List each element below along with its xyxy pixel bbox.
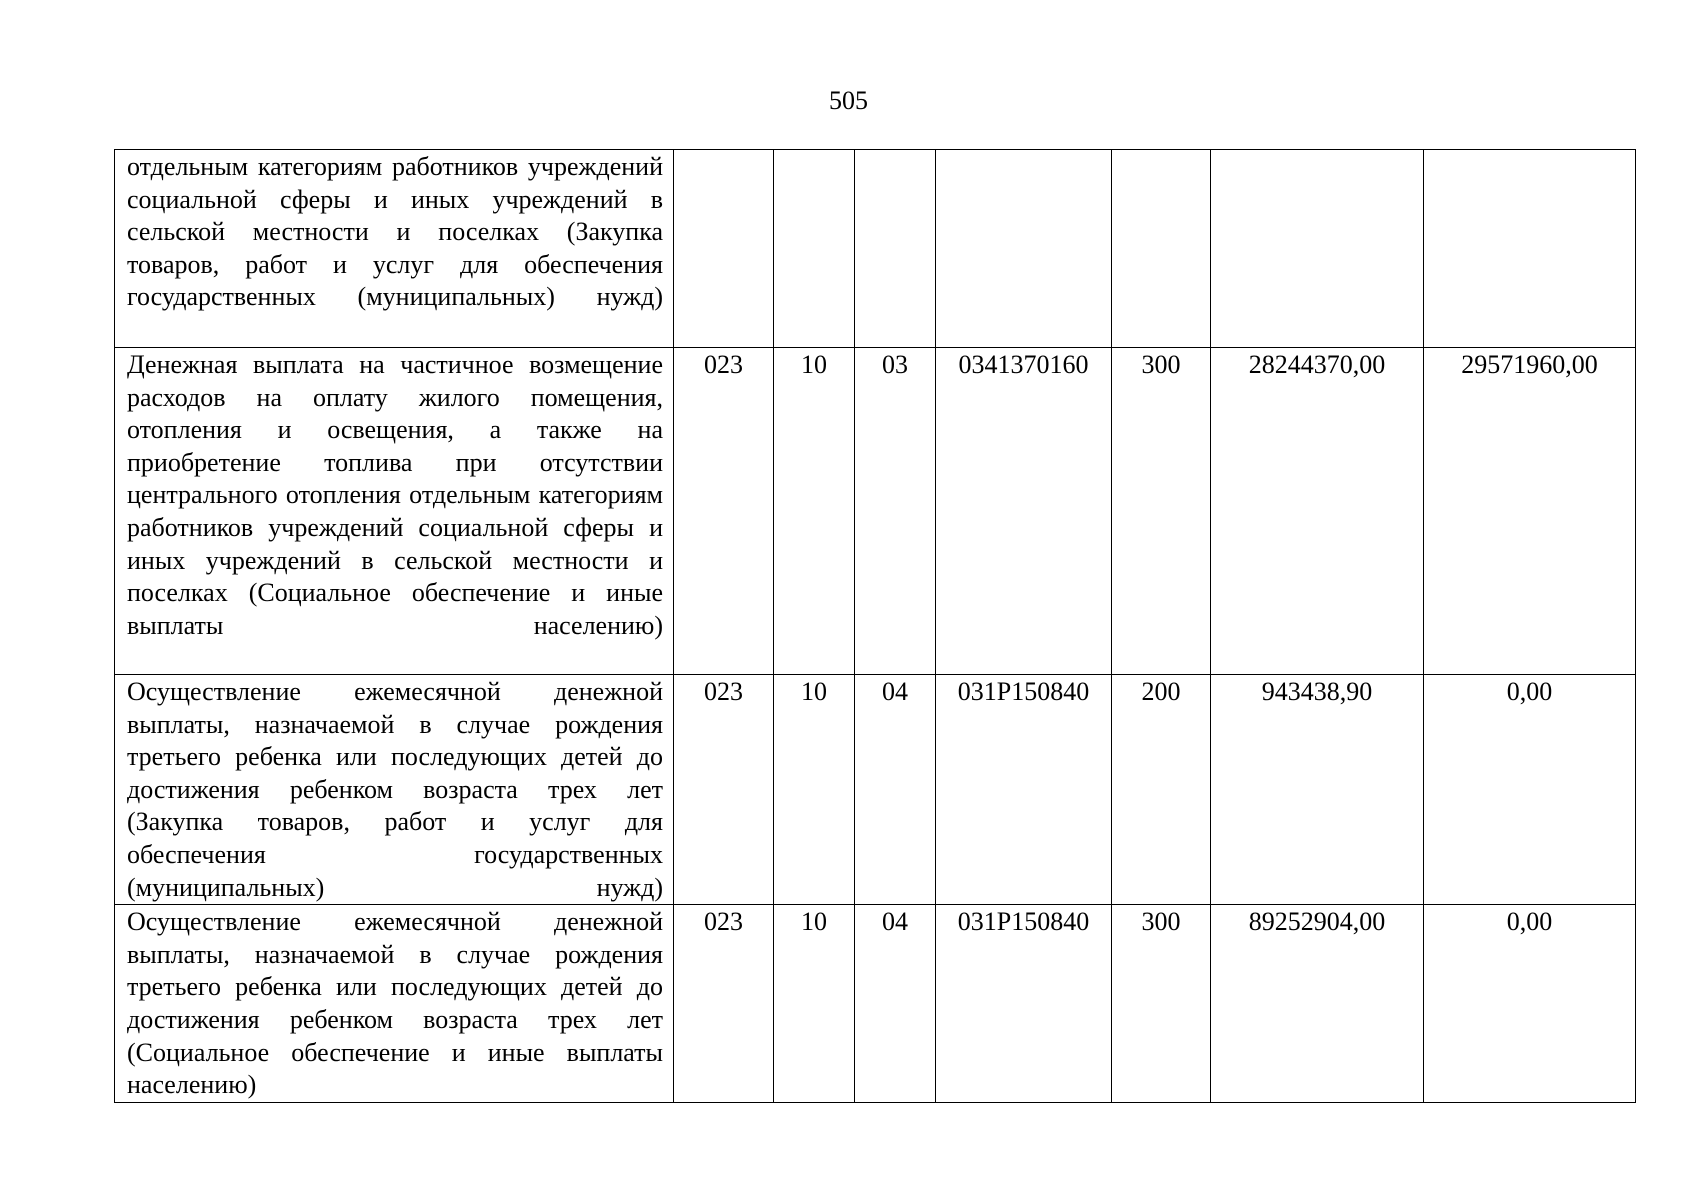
amount-first <box>1211 150 1424 348</box>
target-article-code: 031P150840 <box>936 675 1112 905</box>
row-description: отдельным категориям работников учреждений социальной сферы и иных учреждений в сельской местности и поселках (Закупка товаров, работ и услуг для обеспечения государственных (муниципальных) нужд) <box>115 150 674 348</box>
amount-second: 0,00 <box>1424 905 1636 1103</box>
row-description: Денежная выплата на частичное возмещение расходов на оплату жилого помещения, отопления и освещения, а также на приобретение топлива при отсутствии центрального отопления отдельным категориям работников учреждений социальной сферы и иных учреждений в сельской местности и поселках (Социальное обеспечение и иные выплаты населению) <box>115 348 674 675</box>
expense-type-code: 300 <box>1112 348 1211 675</box>
subsection-code: 04 <box>855 675 936 905</box>
ministry-code: 023 <box>674 675 774 905</box>
target-article-code <box>936 150 1112 348</box>
table-row <box>115 150 1636 348</box>
subsection-code: 04 <box>855 905 936 1103</box>
subsection-code <box>855 150 936 348</box>
expense-type-code: 200 <box>1112 675 1211 905</box>
ministry-code: 023 <box>674 905 774 1103</box>
amount-second <box>1424 150 1636 348</box>
ministry-code <box>674 150 774 348</box>
section-code <box>774 150 855 348</box>
table-row <box>115 675 1636 905</box>
expense-type-code <box>1112 150 1211 348</box>
row-description: Осуществление ежемесячной денежной выплаты, назначаемой в случае рождения третьего ребенка или последующих детей до достижения ребенком возраста трех лет (Закупка товаров, работ и услуг для обеспечения государственных (муниципальных) нужд) <box>115 675 674 905</box>
row-description: Осуществление ежемесячной денежной выплаты, назначаемой в случае рождения третьего ребенка или последующих детей до достижения ребенком возраста трех лет (Социальное обеспечение и иные выплаты населению) <box>115 905 674 1103</box>
table-row <box>115 348 1636 675</box>
section-code: 10 <box>774 348 855 675</box>
expense-type-code: 300 <box>1112 905 1211 1103</box>
amount-second: 0,00 <box>1424 675 1636 905</box>
page-number: 505 <box>829 86 868 115</box>
section-code: 10 <box>774 905 855 1103</box>
table-row <box>115 905 1636 1103</box>
target-article-code: 0341370160 <box>936 348 1112 675</box>
amount-second: 29571960,00 <box>1424 348 1636 675</box>
budget-table <box>114 149 1636 1103</box>
amount-first: 943438,90 <box>1211 675 1424 905</box>
subsection-code: 03 <box>855 348 936 675</box>
ministry-code: 023 <box>674 348 774 675</box>
amount-first: 28244370,00 <box>1211 348 1424 675</box>
target-article-code: 031P150840 <box>936 905 1112 1103</box>
section-code: 10 <box>774 675 855 905</box>
amount-first: 89252904,00 <box>1211 905 1424 1103</box>
